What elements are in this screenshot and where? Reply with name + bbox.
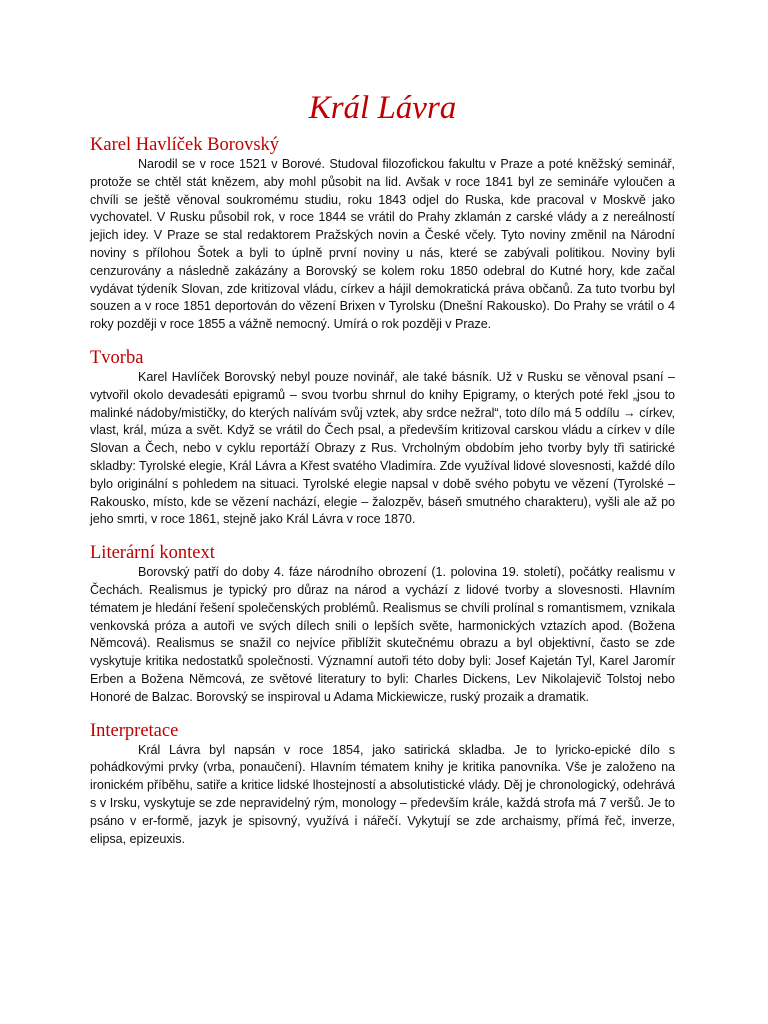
- document-title: Král Lávra: [308, 90, 457, 126]
- section-works: [90, 347, 675, 529]
- section-heading-works: Tvorba: [90, 347, 144, 368]
- section-heading-interpretation: Interpretace: [90, 720, 179, 741]
- document-page: [90, 88, 675, 861]
- section-heading-literary-context: Literární kontext: [90, 543, 215, 564]
- section-literary-context: [90, 542, 675, 706]
- section-body-interpretation: Král Lávra byl napsán v roce 1854, jako satirická skladba. Je to lyricko-epické dílo s pohádkovými prvky (vrba, ponaučení). Hlavním tématem knihy je kritika panovníka. Vše je založeno na ironickém příběhu, satiře a kritice lidské lhostejností a absolutistické vlády. Děj je chronologický, odehrává s v Irsku, vyskytuje se zde nepravidelný rým, monology – především krále, každá strofa má 7 veršů. Je to psáno v er-formě, jazyk je spisovný, využívá i nářečí. Vykytují se zde archaismy, přímá řeč, inverze, elipsa, epizeuxis.: [90, 742, 675, 846]
- section-body-works: Karel Havlíček Borovský nebyl pouze novinář, ale také básník. Už v Rusku se věnoval psaní – vytvořil okolo devadesáti epigramů – svou tvorbu shrnul do knihy Epigramy, o kterých poté řekl „jsou to malinké nádoby/mističky, do kterých nalívám svůj vztek, aby srdce nežral“, toto dílo má 5 oddílu → církev, vlast, král, múza a svět. Když se vrátil do Čech psal, a především kritizoval carskou vládu a církev v díle Slovan a Čech, nebo v cyklu reportáží Obrazy z Rus. Vrcholným obdobím jeho tvorby byly tři satirické skladby: Tyrolské elegie, Král Lávra a Křest svatého Vladimíra. Zde využíval lidové slovesnosti, každé dílo bylo originální s pohledem na situaci. Tyrolské elegie napsal v době svého pobytu ve vězení (Tyrolské – Rakousko, místo, kde se vězení nachází, elegie – žalozpěv, báseň smutného charakteru), vyšli ale až po jeho smrti, v roce 1861, stejně jako Král Lávra v roce 1870.: [90, 369, 675, 527]
- section-body-literary-context: Borovský patří do doby 4. fáze národního obrození (1. polovina 19. století), počátky realismu v Čechách. Realismus je typický pro důraz na národ a vychází z lidové tvorby a slovesnosti. Hlavním tématem je hledání řešení společenských problémů. Realismus se chvíli prolínal s romantismem, vznikala venkovská próza a autoři ve svých dílech snili o lepších světe, harmonických vztazích apod. (Božena Němcová). Realismus se snažil co nejvíce přiblížit skutečnému obrazu a byl objektivní, často se zde vyskytuje kritika nedostatků společnosti. Významní autoři této doby byli: Josef Kajetán Tyl, Karel Jaromír Erben a Božena Němcová, ze světové literatury to byli: Charles Dickens, Lev Nikolajevič Tolstoj nebo Honoré de Balzac. Borovský se inspiroval u Adama Mickiewicze, ruský prozaik a dramatik.: [90, 565, 675, 704]
- section-author: [90, 134, 675, 334]
- section-interpretation: [90, 720, 675, 849]
- section-heading-author: Karel Havlíček Borovský: [90, 135, 280, 155]
- section-body-author: Narodil se v roce 1521 v Borové. Studoval filozofickou fakultu v Praze a poté kněžský seminář, protože se chtěl stát knězem, aby mohl působit na lid. Avšak v roce 1841 byl ze semináře vyloučen a chvíli se ještě věnoval soukromému studiu, roku 1843 odjel do Ruska, kde pracoval v Moskvě jako vychovatel. V Rusku působil rok, v roce 1844 se vrátil do Prahy zklamán z carské vlády a z nereálností jejich idey. V Praze se stal redaktorem Pražských novin a České včely. Tyto noviny změnil na Národní noviny s přílohou Šotek a byli to úplně první noviny u nás, které se zabývali politikou. Noviny byli cenzurovány a následně zakázány a Borovský se kolem roku 1850 odebral do Kutné hory, kde začal vydávat týdeník Slovan, zde kritizoval vládu, církev a hájil demokratická práva občanů. Za tuto tvorbu byl souzen a v roce 1851 deportován do vězení Brixen v Tyrolsku (Dnešní Rakousko). Do Prahy se vrátil o 4 roky později v roce 1855 a vážně nemocný. Umírá o rok později v Praze.: [90, 157, 675, 332]
